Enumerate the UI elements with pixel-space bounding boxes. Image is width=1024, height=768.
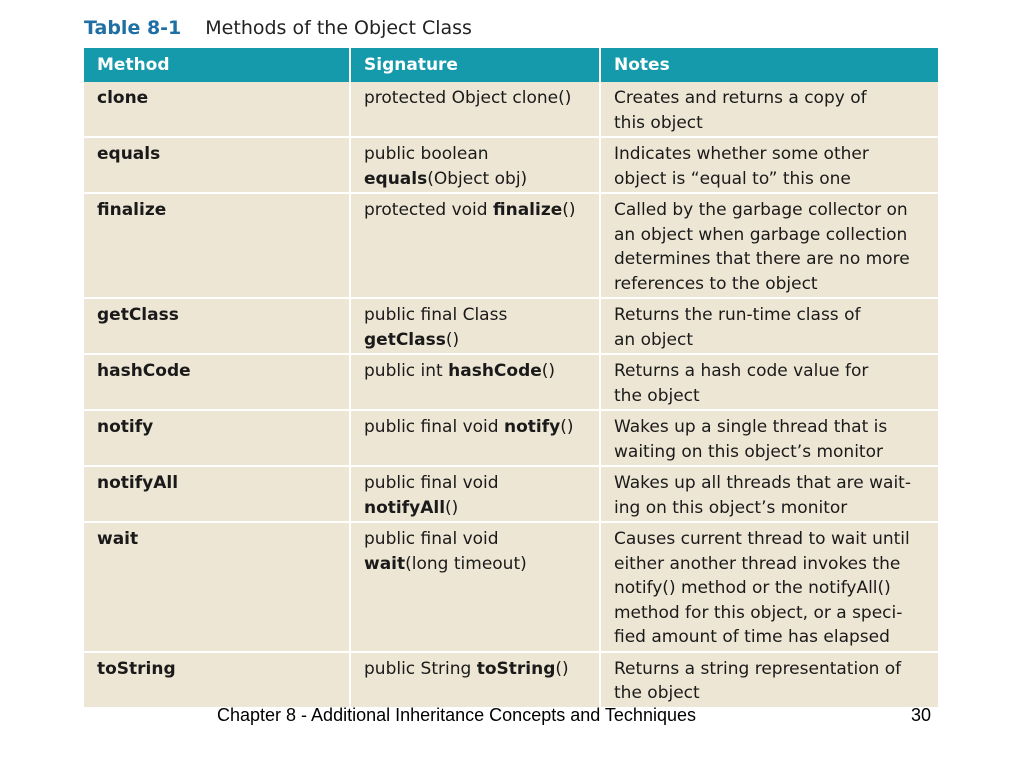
notes-line: Creates and returns a copy of — [614, 88, 867, 108]
table-row — [84, 82, 938, 137]
signature-cell — [350, 652, 600, 707]
signature-method-name: finalize — [492, 200, 563, 220]
notes-cell — [600, 193, 938, 298]
method-name-cell: notify — [84, 410, 350, 466]
signature-method-name: equals — [364, 168, 428, 189]
signature-text: () — [541, 361, 556, 381]
signature-cell — [350, 466, 600, 522]
notes-line: determines that there are no more — [614, 249, 910, 269]
method-name-cell: wait — [84, 522, 350, 652]
column-header-method: Method — [84, 48, 350, 82]
signature-text: (Object obj) — [427, 168, 528, 189]
signature-text: protected void — [364, 200, 493, 220]
notes-line: Returns the run-time class of — [614, 305, 861, 325]
method-name-cell: hashCode — [84, 354, 350, 410]
method-name-cell: clone — [84, 82, 350, 137]
signature-text: protected Object clone() — [364, 88, 572, 108]
signature-text: (long timeout) — [405, 553, 527, 574]
column-header-notes: Notes — [600, 48, 938, 82]
notes-line: Wakes up all threads that are wait- — [614, 473, 911, 493]
signature-text: () — [555, 658, 569, 679]
table-number: Table 8-1 — [84, 17, 182, 39]
notes-line: references to the object — [614, 273, 818, 294]
table-row — [84, 354, 938, 410]
signature-text: public String — [364, 658, 477, 679]
notes-cell — [600, 298, 938, 354]
signature-text: public final Class — [364, 305, 508, 325]
method-name-cell: finalize — [84, 193, 350, 298]
notes-line: Wakes up a single thread that is — [614, 417, 888, 437]
notes-line: method for this object, or a speci- — [614, 602, 903, 623]
signature-text: public boolean — [364, 144, 489, 164]
notes-line: fied amount of time has elapsed — [614, 627, 890, 647]
notes-line: Returns a hash code value for — [614, 361, 869, 381]
signature-text: () — [445, 329, 460, 350]
signature-text: () — [445, 497, 459, 518]
method-name-cell: toString — [84, 652, 350, 707]
table-body — [84, 82, 938, 707]
signature-method-name: notify — [503, 417, 561, 437]
signature-cell — [350, 354, 600, 410]
signature-method-name: notifyAll — [364, 497, 446, 518]
object-methods-table — [84, 48, 938, 707]
signature-method-name: toString — [476, 658, 556, 679]
notes-line: object is “equal to” this one — [614, 168, 851, 189]
notes-line: Indicates whether some other — [614, 144, 869, 164]
signature-method-name: hashCode — [448, 361, 542, 381]
table-row — [84, 410, 938, 466]
notes-line: notify() method or the notifyAll() — [614, 578, 891, 598]
notes-line: waiting on this object’s monitor — [614, 441, 883, 462]
table-row — [84, 466, 938, 522]
signature-method-name: getClass — [364, 329, 446, 350]
table-row — [84, 298, 938, 354]
notes-line: the object — [614, 683, 700, 703]
method-name-cell: notifyAll — [84, 466, 350, 522]
page-number: 30 — [911, 705, 932, 725]
notes-line: this object — [614, 112, 703, 133]
signature-text: public final void — [364, 417, 504, 437]
table-row — [84, 193, 938, 298]
notes-line: Called by the garbage collector on — [614, 200, 908, 220]
signature-text: () — [560, 417, 574, 437]
footer-chapter-title: Chapter 8 - Additional Inheritance Concepts and Techniques — [217, 705, 696, 725]
notes-cell — [600, 354, 938, 410]
signature-cell — [350, 193, 600, 298]
notes-cell — [600, 466, 938, 522]
notes-line: either another thread invokes the — [614, 553, 901, 574]
method-name-cell: equals — [84, 137, 350, 193]
signature-cell — [350, 522, 600, 652]
table-title: Methods of the Object Class — [205, 17, 472, 39]
signature-text: public final void — [364, 529, 499, 549]
signature-cell — [350, 82, 600, 137]
signature-cell — [350, 137, 600, 193]
signature-method-name: wait — [364, 553, 406, 574]
signature-cell — [350, 410, 600, 466]
notes-line: Causes current thread to wait until — [614, 529, 910, 549]
notes-line: an object — [614, 329, 693, 350]
notes-line: an object when garbage collection — [614, 224, 908, 245]
signature-text: public final void — [364, 473, 499, 493]
method-name-cell: getClass — [84, 298, 350, 354]
notes-line: Returns a string representation of — [614, 658, 902, 679]
notes-cell — [600, 410, 938, 466]
table-caption — [84, 12, 472, 44]
notes-cell — [600, 652, 938, 707]
notes-line: ing on this object’s monitor — [614, 497, 848, 518]
table-header-row — [84, 48, 938, 82]
table-row — [84, 652, 938, 707]
table-row — [84, 522, 938, 652]
signature-cell — [350, 298, 600, 354]
signature-text: public int — [364, 361, 449, 381]
notes-cell — [600, 137, 938, 193]
column-header-signature: Signature — [350, 48, 600, 82]
notes-cell — [600, 522, 938, 652]
notes-line: the object — [614, 385, 700, 406]
table-row — [84, 137, 938, 193]
signature-text: () — [562, 200, 576, 220]
notes-cell — [600, 82, 938, 137]
